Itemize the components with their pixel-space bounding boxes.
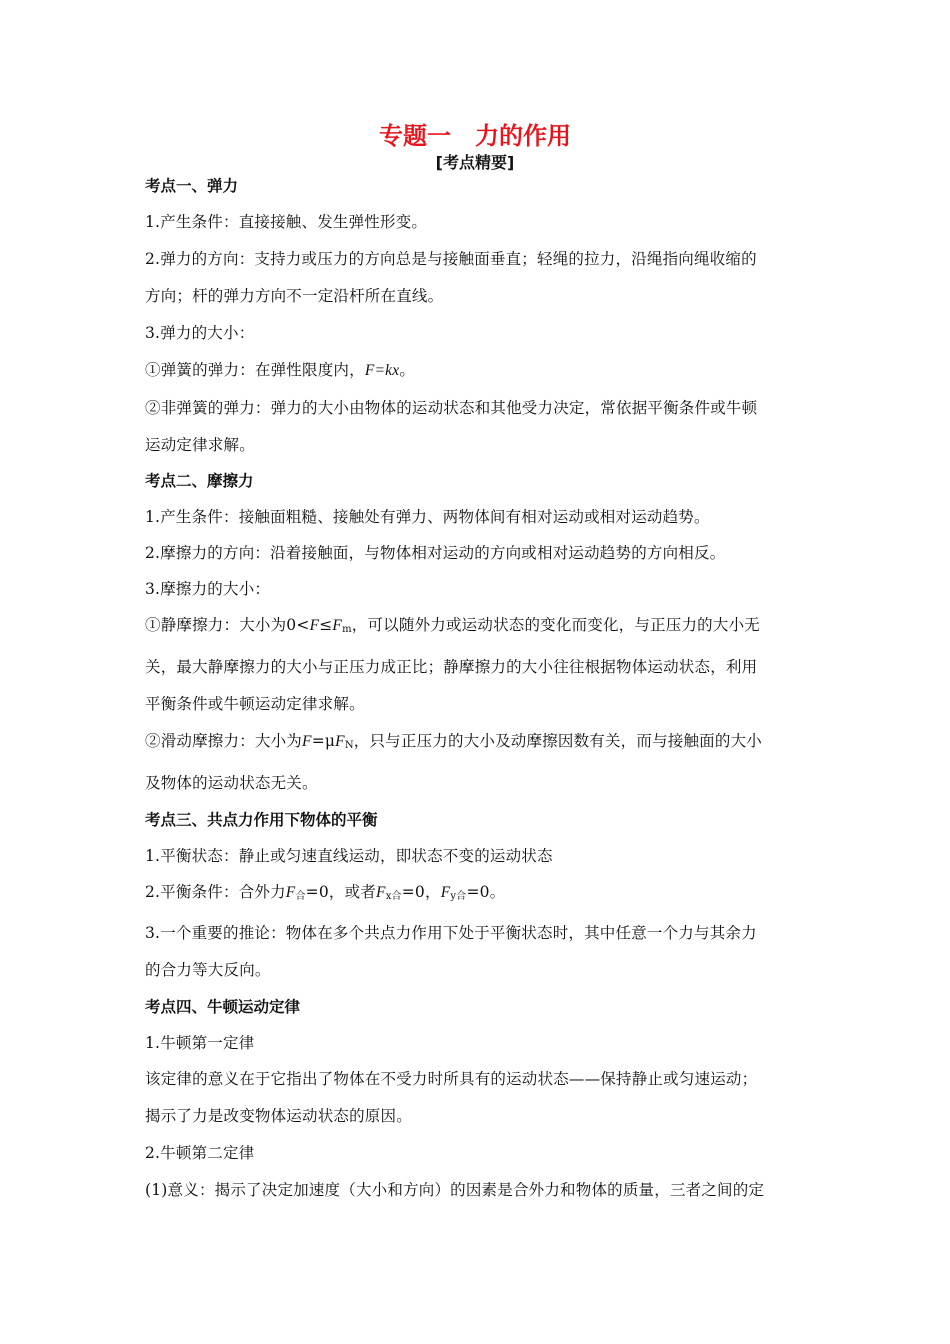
formula-subscript: x合 (385, 891, 402, 902)
formula-text: F (335, 733, 345, 750)
paragraph-line: 运动定律求解。 (145, 436, 255, 454)
paragraph-line: 1.牛顿第一定律 (145, 1034, 255, 1052)
paragraph-line: 3.摩擦力的大小： (145, 580, 271, 598)
text-run: ②滑动摩擦力：大小为 (145, 732, 303, 750)
paragraph-line: 该定律的意义在于它指出了物体在不受力时所具有的运动状态——保持静止或匀速运动； (145, 1070, 758, 1088)
document-body (145, 174, 815, 1202)
formula-text: F (309, 617, 320, 634)
paragraph-line: 1.平衡状态：静止或匀速直线运动，即状态不变的运动状态 (145, 847, 553, 865)
text-run: =0， (401, 883, 441, 901)
paragraph-line: 的合力等大反向。 (145, 961, 271, 979)
formula-text: F (302, 733, 312, 750)
formula-text: F (376, 884, 386, 901)
formula-text: F (285, 884, 296, 901)
paragraph-line (145, 729, 815, 758)
paragraph-line: 方向；杆的弹力方向不一定沿杆所在直线。 (145, 287, 444, 305)
paragraph-line: 关，最大静摩擦力的大小与正压力成正比；静摩擦力的大小往往根据物体运动状态，利用 (145, 658, 758, 676)
section-heading-newton: 考点四、牛顿运动定律 (145, 998, 301, 1016)
paragraph-line (145, 613, 815, 642)
paragraph-line: 平衡条件或牛顿运动定律求解。 (145, 695, 365, 713)
page-title: 专题一 力的作用 (379, 122, 571, 150)
paragraph-line: 及物体的运动状态无关。 (145, 774, 318, 792)
page-subtitle: [考点精要] (435, 153, 515, 172)
text-run: =μ (311, 732, 336, 750)
paragraph-line: 2.弹力的方向：支持力或压力的方向总是与接触面垂直；轻绳的拉力，沿绳指向绳收缩的 (145, 250, 757, 268)
text-run: 2.平衡条件：合外力 (145, 883, 286, 901)
formula-subscript: N (344, 740, 354, 751)
paragraph-line: 1.产生条件：直接接触、发生弹性形变。 (145, 213, 428, 231)
paragraph-line (145, 358, 815, 383)
section-heading-equilibrium: 考点三、共点力作用下物体的平衡 (145, 811, 378, 829)
text-run: =0。 (466, 883, 506, 901)
paragraph-line: 3.弹力的大小： (145, 324, 255, 342)
text-run: ≤ (319, 616, 333, 634)
text-run: ，可以随外力或运动状态的变化而变化，与正压力的大小无 (351, 616, 760, 634)
formula-text: F=kx (364, 362, 400, 379)
formula-subscript: y合 (450, 891, 467, 902)
paragraph-line: (1)意义：揭示了决定加速度（大小和方向）的因素是合外力和物体的质量，三者之间的定 (145, 1181, 765, 1199)
section-heading-friction: 考点二、摩擦力 (145, 472, 254, 490)
text-run: ①静摩擦力：大小为0< (145, 616, 310, 634)
paragraph-line: 2.牛顿第二定律 (145, 1144, 255, 1162)
text-run: 。 (399, 361, 416, 379)
paragraph-line: 3.一个重要的推论：物体在多个共点力作用下处于平衡状态时，其中任意一个力与其余力 (145, 924, 757, 942)
paragraph-line: 2.摩擦力的方向：沿着接触面，与物体相对运动的方向或相对运动趋势的方向相反。 (145, 544, 726, 562)
paragraph-line: 1.产生条件：接触面粗糙、接触处有弹力、两物体间有相对运动或相对运动趋势。 (145, 508, 710, 526)
text-run: ①弹簧的弹力：在弹性限度内， (145, 361, 365, 379)
formula-subscript: m (342, 624, 352, 635)
paragraph-line: ②非弹簧的弹力：弹力的大小由物体的运动状态和其他受力决定，常依据平衡条件或牛顿 (145, 399, 758, 417)
text-run: =0，或者 (305, 883, 377, 901)
formula-text: F (332, 617, 343, 634)
paragraph-line: 揭示了力是改变物体运动状态的原因。 (145, 1107, 412, 1125)
formula-text: F (440, 884, 451, 901)
formula-subscript: 合 (295, 891, 306, 902)
paragraph-line (145, 880, 815, 909)
section-heading-elastic: 考点一、弹力 (145, 177, 239, 195)
text-run: ，只与正压力的大小及动摩擦因数有关，而与接触面的大小 (353, 732, 762, 750)
